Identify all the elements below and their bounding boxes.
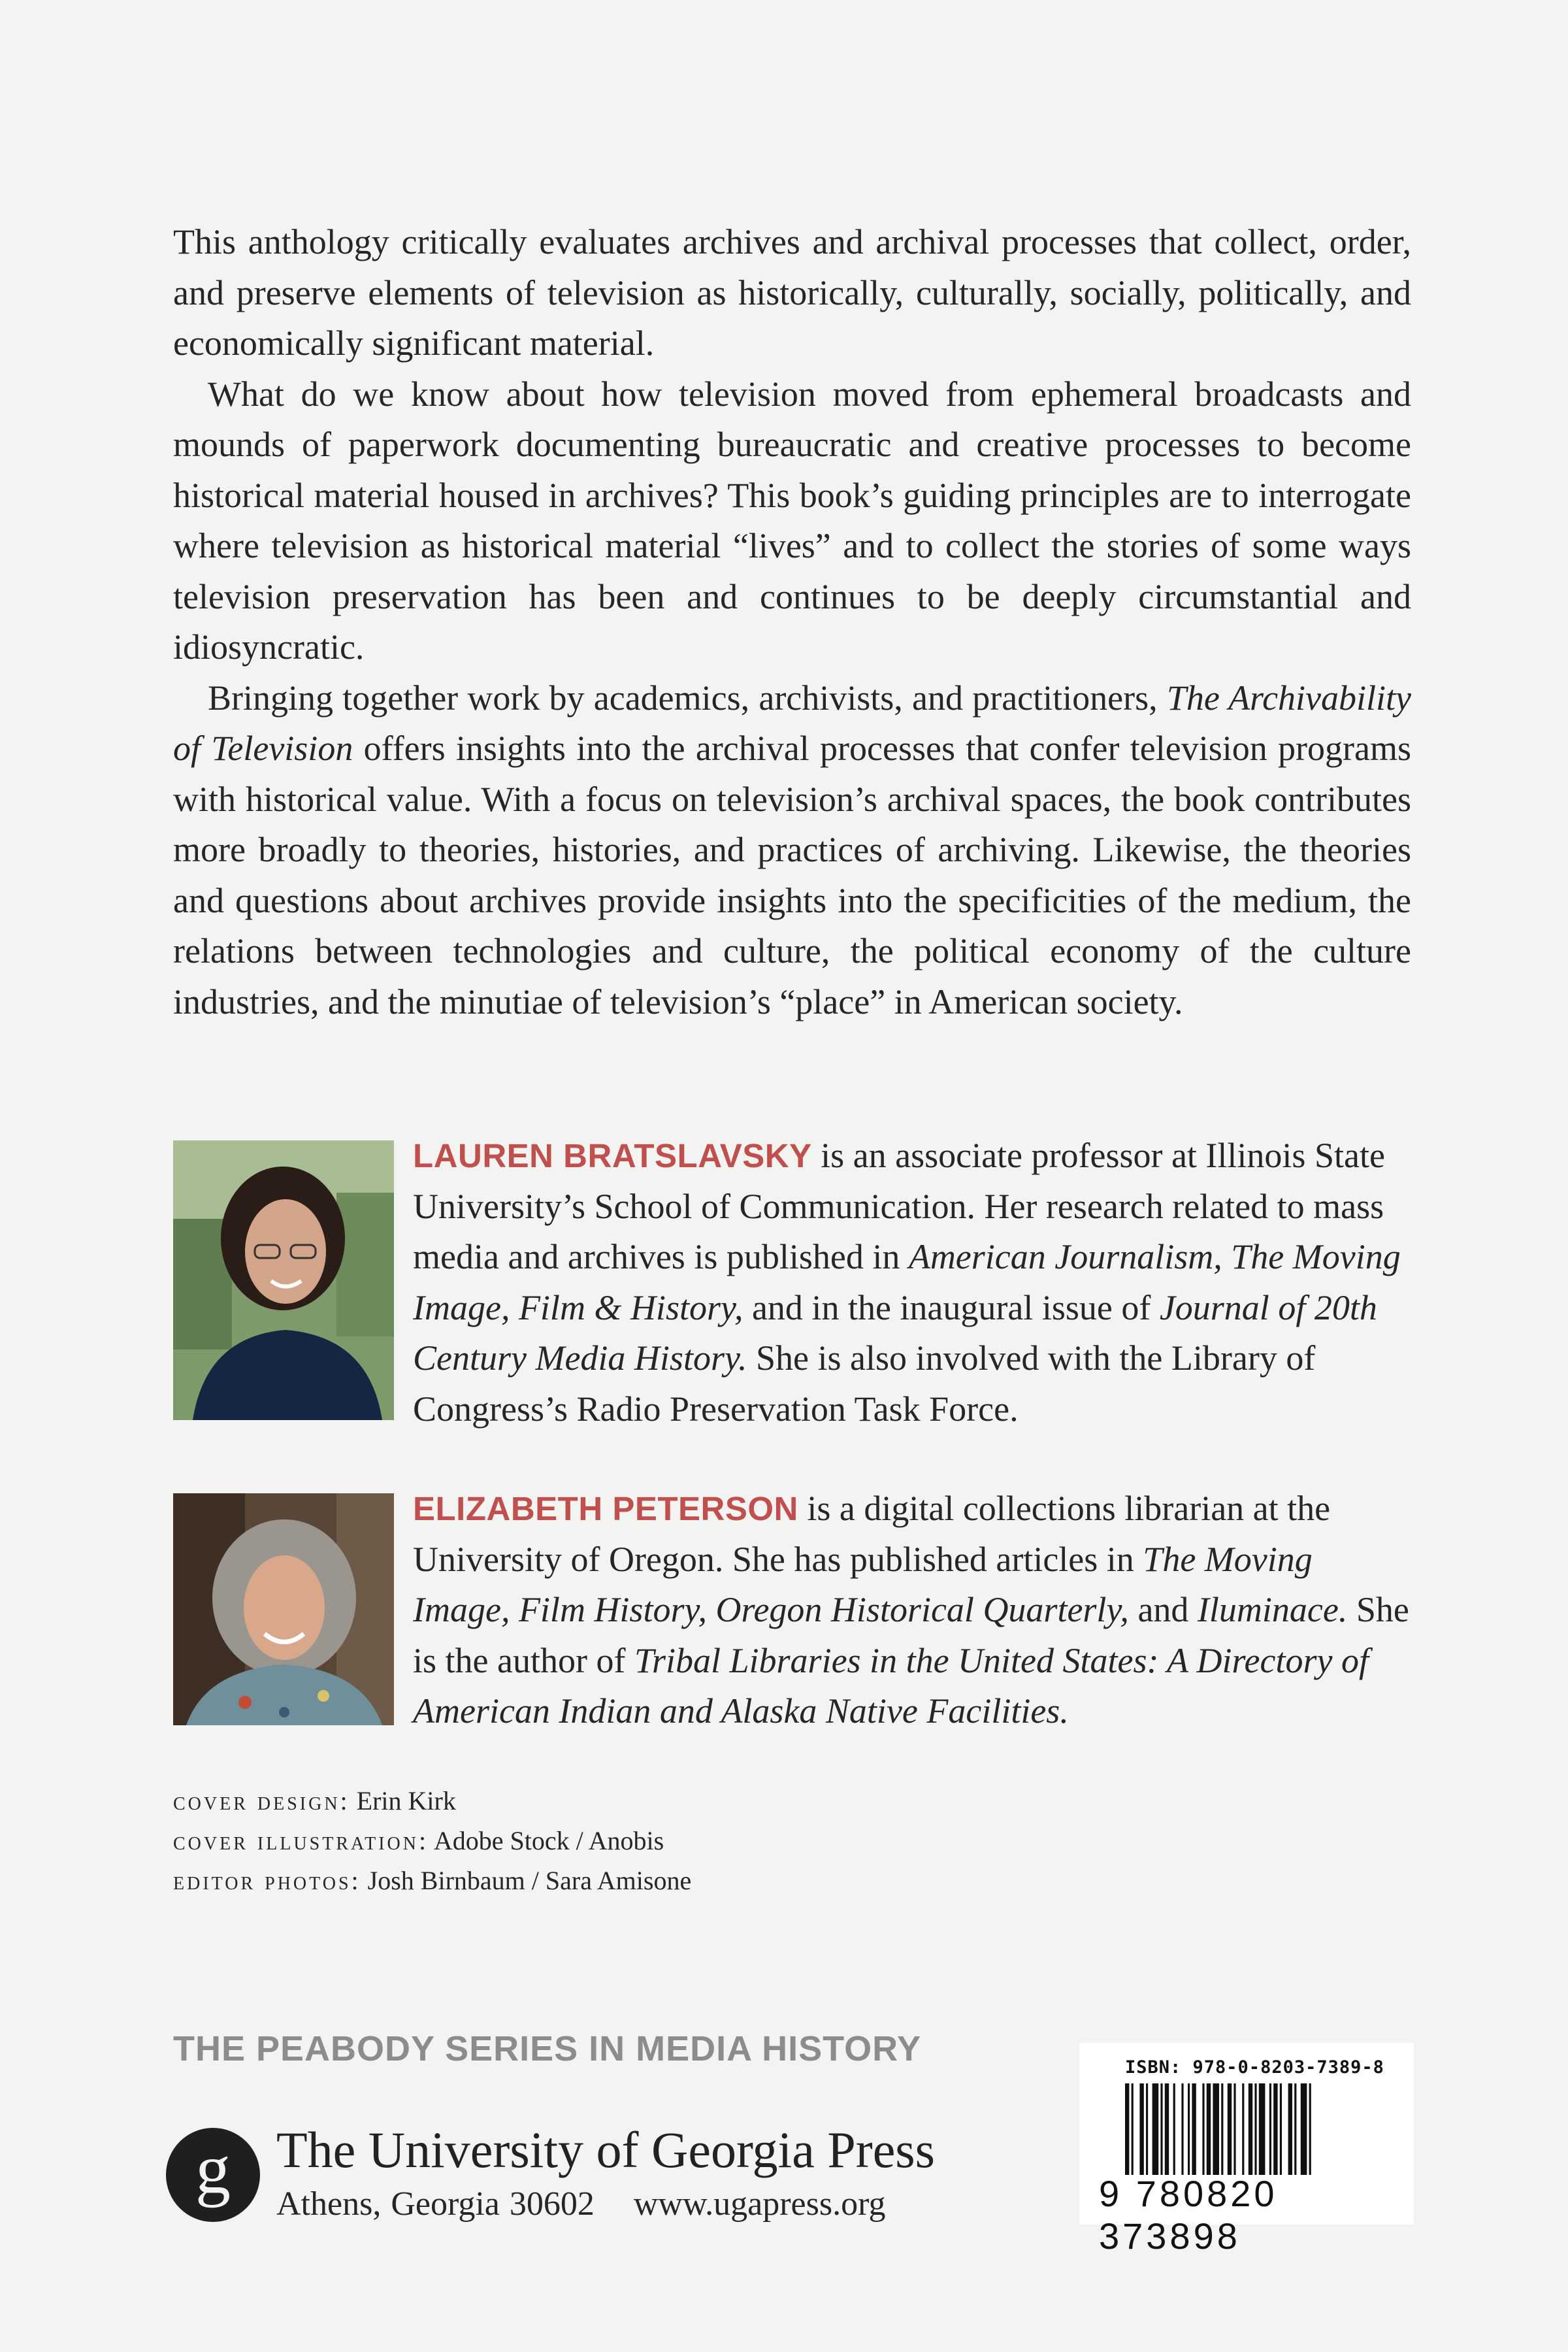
barcode-bars: [1125, 2083, 1399, 2175]
publication-title: Journal of 20th Century Media History.: [413, 1287, 1377, 1378]
description-paragraph-2: What do we know about how television moved from ephemeral broadcasts and mounds of paperwork documenting bureaucratic and creative processes to become historical material housed in archives? This book’s guiding principles are to interrogate where television as historical material “lives” and to collect the stories of some ways television preservation has been and continues to be deeply circumstantial and idiosyncratic.: [173, 374, 1411, 667]
editor-name: ELIZABETH PETERSON: [413, 1490, 798, 1527]
press-address-line: [276, 2185, 885, 2223]
credit-label: cover design:: [173, 1786, 350, 1815]
bio-text: and: [1137, 1590, 1189, 1629]
press-logo-icon: [165, 2127, 261, 2223]
isbn-barcode: [1079, 2043, 1414, 2257]
description-paragraph-1: This anthology critically evaluates archives and archival processes that collect, order, and preserve elements of television as historically, culturally, socially, politically, and economically significant material.: [173, 222, 1411, 363]
book-title: The Archivability of Television: [173, 678, 1411, 768]
credit-value: Erin Kirk: [356, 1786, 456, 1815]
publication-title: Iluminace.: [1197, 1590, 1348, 1629]
bio-text: is a digital collections librarian at the University of Oregon. She has published articles in: [413, 1489, 1331, 1579]
isbn-text: ISBN: 978-0-8203-7389-8: [1125, 2057, 1384, 2078]
credit-label: cover illustration:: [173, 1826, 429, 1855]
paragraph-3-body: offers insights into the archival processes that confer television programs with historical value. With a focus on television’s archival spaces, the book contributes more broadly to theories, histories, and practices of archiving. Likewise, the theories and questions about archives provide insights into the specificities of the medium, the relations between technologies and culture, the political economy of the culture industries, and the minutiae of television’s “place” in American society.: [173, 729, 1412, 1021]
bio-text: and in the inaugural issue of: [751, 1287, 1151, 1327]
bio-text: is an associate professor at Illinois State University’s School of Communication. Her research related to mass media and archives is published in: [413, 1136, 1385, 1276]
credit-value: Josh Birnbaum / Sara Amisone: [367, 1866, 692, 1895]
logo-letter: g: [195, 2130, 231, 2208]
editor-name: LAUREN BRATSLAVSKY: [413, 1137, 812, 1174]
bio-text: She is the author of: [413, 1590, 1409, 1680]
book-description: [173, 217, 1411, 1027]
barcode-number: 9 780820 373898: [1099, 2173, 1278, 2257]
description-paragraph-3: [173, 673, 1411, 1028]
paragraph-3-intro: Bringing together work by academics, archivists, and practitioners,: [208, 678, 1158, 718]
press-url: www.ugapress.org: [633, 2185, 886, 2223]
bio-text: She is also involved with the Library of Congress’s Radio Preservation Task Force.: [413, 1338, 1316, 1429]
press-name: The University of Georgia Press: [276, 2121, 936, 2178]
credit-line: [173, 1821, 691, 1861]
cover-credits: [173, 1781, 691, 1900]
bio-text-peterson: [413, 1483, 1411, 1737]
publication-title: The Moving Image, Film History, Oregon Historical Quarterly,: [413, 1539, 1313, 1629]
credit-line: [173, 1861, 691, 1900]
credit-label: editor photos:: [173, 1866, 361, 1895]
publication-title: The Moving Image, Film & History,: [413, 1237, 1401, 1327]
editor-photo-peterson: [173, 1493, 394, 1725]
editor-photo-bratslavsky: [173, 1140, 394, 1420]
press-address: Athens, Georgia 30602: [276, 2185, 595, 2223]
publication-title: American Journalism,: [908, 1237, 1222, 1276]
series-title: THE PEABODY SERIES IN MEDIA HISTORY: [173, 2029, 922, 2068]
credit-line: [173, 1781, 691, 1821]
publication-title: Tribal Libraries in the United States: A Directory of American Indian and Alaska Native Facilities.: [413, 1640, 1369, 1731]
credit-value: Adobe Stock / Anobis: [433, 1826, 664, 1855]
bio-text-bratslavsky: [413, 1131, 1411, 1434]
